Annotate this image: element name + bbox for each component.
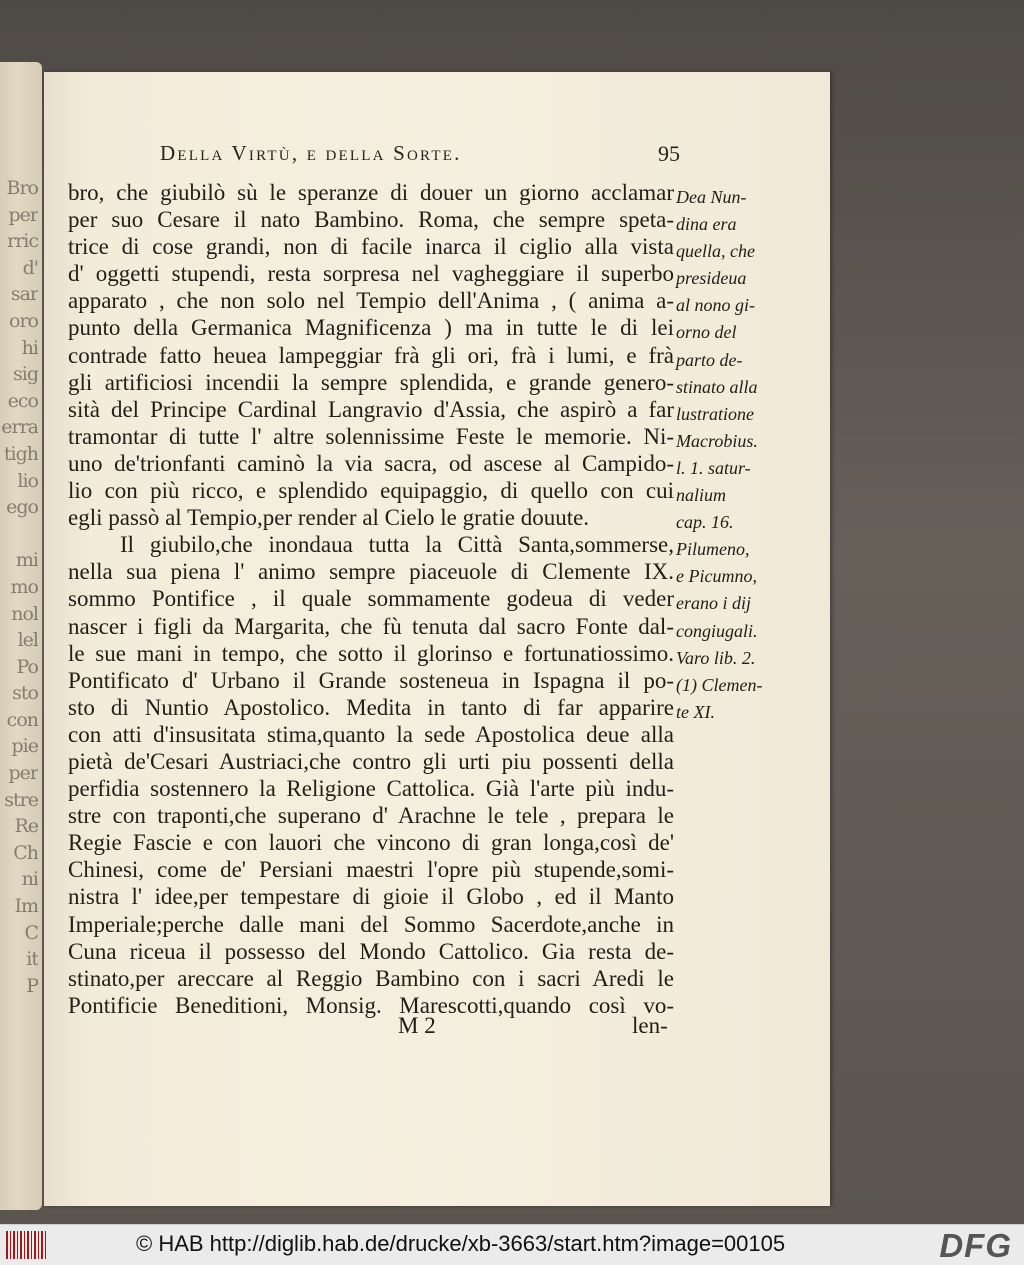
text-line: Chinesi, come de' Persiani maestri l'opre più stupende,somi- xyxy=(68,857,674,883)
signature-mark: M 2 xyxy=(398,1013,436,1038)
text-line: le sue mani in tempo, che sotto il glorinso e fortunatiossimo. xyxy=(68,640,674,666)
margin-note-line: stinato alla xyxy=(676,376,758,397)
footer-bar xyxy=(0,1224,1024,1265)
text-line: d' oggetti stupendi, resta sorpresa nel vagheggiare il superbo xyxy=(68,261,674,287)
margin-note-line: nalium xyxy=(676,485,727,506)
margin-note-line: Macrobius. xyxy=(676,430,758,451)
text-line: gli artificiosi incendii la sempre splendida, e grande genero- xyxy=(68,369,674,395)
text-line: sità del Principe Cardinal Langravio d'Assia, che aspirò a far xyxy=(68,396,674,422)
running-title: Della Virtù, e della Sorte. xyxy=(160,141,462,165)
margin-note-line: erano i dij xyxy=(676,593,751,614)
left-page-fragments: Bro per rric d' sar oro hi sig eco erra tigh lio ego mi mo nol lel Po sto con pie per stre Re Ch ni Im C it P xyxy=(1,177,38,997)
running-head xyxy=(160,141,680,175)
text-line: sto di Nuntio Apostolico. Medita in tanto di far apparire xyxy=(68,694,674,720)
text-line: Il giubilo,che inondaua tutta la Città Santa,sommerse, xyxy=(120,532,674,558)
text-line: tramontar di tutte l' altre solennissime Feste le memorie. Ni- xyxy=(68,423,674,449)
text-line: con atti d'insusitata stima,quanto la sede Apostolica deue alla xyxy=(68,721,674,747)
margin-note-line: l. 1. satur- xyxy=(676,457,751,478)
margin-notes xyxy=(676,184,788,726)
margin-note-line: lustratione xyxy=(676,403,755,424)
margin-note-line: orno del xyxy=(676,322,737,343)
margin-note-line: presideua xyxy=(676,268,747,289)
margin-note-line: cap. 16. xyxy=(676,512,734,533)
margin-note-line: Dea Nun- xyxy=(676,187,747,207)
text-line: nella sua piena l' animo sempre piaceuole di Clemente IX. xyxy=(68,559,674,585)
dfg-logo: DFG xyxy=(939,1227,1012,1264)
text-line: per suo Cesare il nato Bambino. Roma, che sempre speta- xyxy=(68,207,674,233)
text-line: perfidia sostennero la Religione Cattolica. Già l'arte più indu- xyxy=(68,776,674,802)
margin-note-line: quella, che xyxy=(676,241,755,262)
main-text xyxy=(68,179,674,1019)
margin-note-line: al nono gi- xyxy=(676,295,755,316)
text-line: apparato , che non solo nel Tempio dell'Anima , ( anima a- xyxy=(68,288,674,314)
text-line: bro, che giubilò sù le speranze di douer un giorno acclamar xyxy=(68,180,674,205)
margin-note-line: (1) Clemen- xyxy=(676,674,763,695)
text-line: nascer i figli da Margarita, che fù tenuta dal sacro Fonte dal- xyxy=(68,613,674,639)
text-line: sommo Pontifice , il quale sommamente godeua di veder xyxy=(68,586,674,612)
margin-note-line: Varo lib. 2. xyxy=(676,647,756,668)
text-line: Cuna riceua il possesso del Mondo Cattolico. Gia resta de- xyxy=(68,938,674,964)
barcode-icon xyxy=(6,1231,46,1259)
margin-note-line: te XI. xyxy=(676,701,715,722)
text-line: egli passò al Tempio,per render al Cielo le gratie douute. xyxy=(68,505,590,531)
text-line: Pontificato d' Urbano il Grande sosteneua in Ispagna il po- xyxy=(68,667,674,693)
copyright-url[interactable]: © HAB http://diglib.hab.de/drucke/xb-3663/start.htm?image=00105 xyxy=(136,1231,786,1256)
text-line: Regie Fascie e con lauori che vincono di gran longa,così de' xyxy=(68,830,674,856)
margin-note-line: Pilumeno, xyxy=(676,539,750,560)
margin-note-line: parto de- xyxy=(676,349,743,370)
catchword: len- xyxy=(632,1013,668,1038)
text-line: stinato,per areccare al Reggio Bambino con i sacri Aredi le xyxy=(68,965,674,991)
text-line: contrade fatto heuea lampeggiar frà gli ori, frà i lumi, e frà xyxy=(68,342,674,368)
text-line: trice di cose grandi, non di facile inarca il ciglio alla vista xyxy=(68,234,674,260)
text-line: nistra l' idee,per tempestare di gioie il Globo , ed il Manto xyxy=(68,884,674,910)
text-line: pietà de'Cesari Austriaci,che contro gli urti piu possenti della xyxy=(68,748,674,774)
text-line: Pontificie Beneditioni, Monsig. Marescotti,quando così vo- xyxy=(68,992,674,1018)
margin-note-line: congiugali. xyxy=(676,620,758,641)
margin-note-line: e Picumno, xyxy=(676,566,757,587)
text-line: punto della Germanica Magnificenza ) ma in tutte le di lei xyxy=(68,315,674,341)
text-line: uno de'trionfanti caminò la via sacra, od ascese al Campido- xyxy=(68,450,674,476)
text-line: lio con più ricco, e splendido equipaggio, di quello con cui xyxy=(68,478,674,504)
text-line: stre con traponti,che superano d' Arachne le tele , prepara le xyxy=(68,803,674,829)
margin-note-line: dina era xyxy=(676,214,737,235)
text-line: Imperiale;perche dalle mani del Sommo Sacerdote,anche in xyxy=(68,911,674,937)
page-number: 95 xyxy=(658,141,680,166)
